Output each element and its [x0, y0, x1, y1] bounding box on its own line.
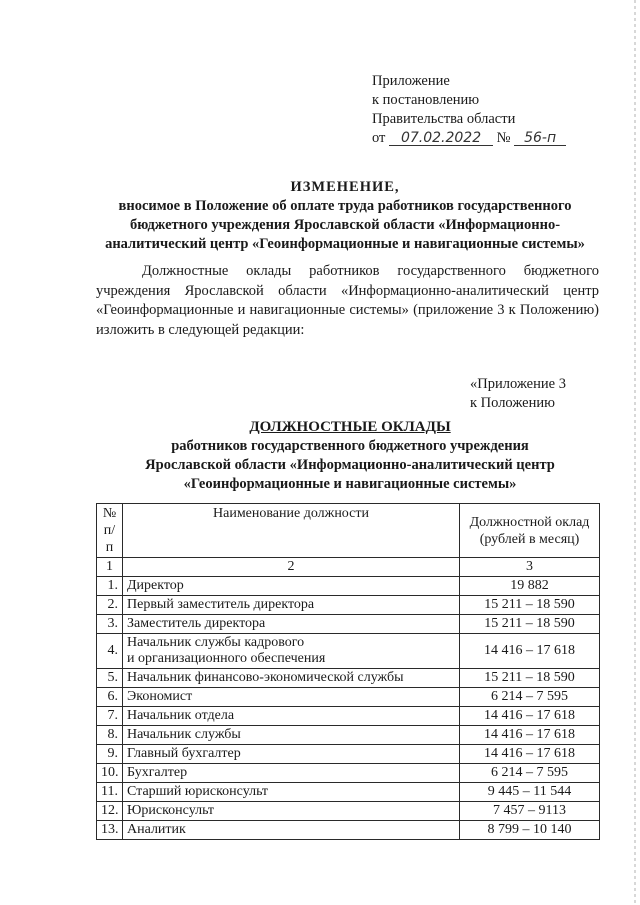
header-salary-line-1: Должностной оклад: [469, 514, 590, 530]
row-number: 3.: [97, 615, 123, 634]
row-position-name: [123, 707, 460, 726]
row-salary: 7 457 – 9113: [460, 802, 600, 821]
table-row: [97, 726, 600, 745]
header-position-label: Наименование должности: [213, 506, 369, 521]
appendix-date-line: [372, 129, 566, 148]
position-name-line-1: Начальник службы: [127, 727, 241, 742]
position-name-line-1: Директор: [127, 578, 184, 593]
header-number-line-1: №: [102, 506, 117, 521]
table-row: [97, 821, 600, 840]
table-row: [97, 596, 600, 615]
table-row: [97, 802, 600, 821]
row-number: 8.: [97, 726, 123, 745]
table-row: [97, 688, 600, 707]
position-name-line-1: Начальник финансово-экономической службы: [127, 670, 404, 685]
table-row: [97, 783, 600, 802]
row-number: 1.: [97, 577, 123, 596]
row-number: 10.: [97, 764, 123, 783]
from-label: от: [372, 130, 386, 146]
row-number: 7.: [97, 707, 123, 726]
table-header-row: [97, 504, 600, 558]
row-number: 13.: [97, 821, 123, 840]
appendix-line-2: к постановлению: [372, 92, 480, 108]
position-name-line-1: Юрисконсульт: [127, 803, 215, 818]
table-row: [97, 615, 600, 634]
table-title: [90, 418, 610, 494]
number-label: №: [496, 130, 511, 146]
handwritten-number: 56-п: [514, 131, 566, 146]
appendix-3-line-2: к Положению: [470, 395, 555, 411]
position-name-line-1: Главный бухгалтер: [127, 746, 241, 761]
position-name-line-1: Начальник службы кадрового: [127, 635, 305, 650]
row-position-name: [123, 745, 460, 764]
header-salary: [460, 504, 600, 558]
row-position-name: [123, 669, 460, 688]
row-number: 9.: [97, 745, 123, 764]
position-name-line-1: Экономист: [127, 689, 193, 704]
table-row: [97, 764, 600, 783]
row-salary: 14 416 – 17 618: [460, 726, 600, 745]
header-position: [123, 504, 460, 558]
position-name-line-2: и организационного обеспечения: [127, 651, 326, 666]
appendix-line-1: Приложение: [372, 73, 450, 89]
appendix-3-header: [470, 375, 566, 413]
row-position-name: [123, 726, 460, 745]
row-salary: 15 211 – 18 590: [460, 596, 600, 615]
row-number: 11.: [97, 783, 123, 802]
row-number: 4.: [97, 634, 123, 669]
row-salary: 6 214 – 7 595: [460, 688, 600, 707]
row-number: 12.: [97, 802, 123, 821]
title-main: ИЗМЕНЕНИЕ,: [290, 179, 400, 195]
position-name-line-1: Начальник отдела: [127, 708, 235, 723]
row-salary: 15 211 – 18 590: [460, 615, 600, 634]
row-position-name: [123, 802, 460, 821]
header-salary-line-2: (рублей в месяц): [479, 531, 580, 547]
position-name-line-1: Заместитель директора: [127, 616, 266, 631]
row-salary: 14 416 – 17 618: [460, 745, 600, 764]
title-subtitle: вносимое в Положение об оплате труда работников государственного бюджетного учреждения Ярославской области «Информационно-аналитический центр «Геоинформационные и навигационные системы»: [105, 198, 585, 252]
salary-table: [96, 503, 600, 840]
index-cell-1: 1: [97, 558, 123, 577]
appendix-header: [372, 72, 566, 148]
appendix-3-line-1: «Приложение 3: [470, 376, 566, 392]
scan-edge: [634, 0, 636, 905]
table-row: [97, 669, 600, 688]
position-name-line-1: Аналитик: [127, 822, 186, 837]
handwritten-date: 07.02.2022: [389, 131, 493, 146]
row-salary: 15 211 – 18 590: [460, 669, 600, 688]
body-paragraph-text: Должностные оклады работников государственного бюджетного учреждения Ярославской области «Информационно-аналитический центр «Геоинформационные и навигационные системы» (приложение 3 к Положению) изложить в следующей редакции:: [96, 263, 599, 338]
row-position-name: [123, 688, 460, 707]
position-name-line-1: Старший юрисконсульт: [127, 784, 269, 799]
index-cell-2: 2: [123, 558, 460, 577]
row-position-name: [123, 821, 460, 840]
row-salary: 9 445 – 11 544: [460, 783, 600, 802]
position-name-line-1: Бухгалтер: [127, 765, 188, 780]
appendix-line-3: Правительства области: [372, 111, 516, 127]
table-row: [97, 745, 600, 764]
table-title-line-2: Ярославской области «Информационно-аналитический центр: [145, 457, 555, 473]
table-title-main: ДОЛЖНОСТНЫЕ ОКЛАДЫ: [249, 419, 451, 435]
body-paragraph: [96, 262, 599, 340]
row-salary: 14 416 – 17 618: [460, 707, 600, 726]
header-number: [97, 504, 123, 558]
row-position-name: [123, 634, 460, 669]
table-title-line-3: «Геоинформационные и навигационные системы»: [183, 476, 517, 492]
header-number-line-2: п/п: [103, 523, 116, 555]
row-salary: 8 799 – 10 140: [460, 821, 600, 840]
row-position-name: [123, 596, 460, 615]
table-row: [97, 707, 600, 726]
row-position-name: [123, 764, 460, 783]
row-salary: 14 416 – 17 618: [460, 634, 600, 669]
position-name-line-1: Первый заместитель директора: [127, 597, 315, 612]
row-position-name: [123, 783, 460, 802]
index-cell-3: 3: [460, 558, 600, 577]
row-position-name: [123, 615, 460, 634]
row-number: 5.: [97, 669, 123, 688]
row-position-name: [123, 577, 460, 596]
table-row: [97, 577, 600, 596]
row-salary: 19 882: [460, 577, 600, 596]
table-title-line-1: работников государственного бюджетного учреждения: [171, 438, 529, 454]
document-title: [80, 178, 610, 254]
row-number: 2.: [97, 596, 123, 615]
row-number: 6.: [97, 688, 123, 707]
table-row: [97, 634, 600, 669]
row-salary: 6 214 – 7 595: [460, 764, 600, 783]
table-index-row: [97, 558, 600, 577]
